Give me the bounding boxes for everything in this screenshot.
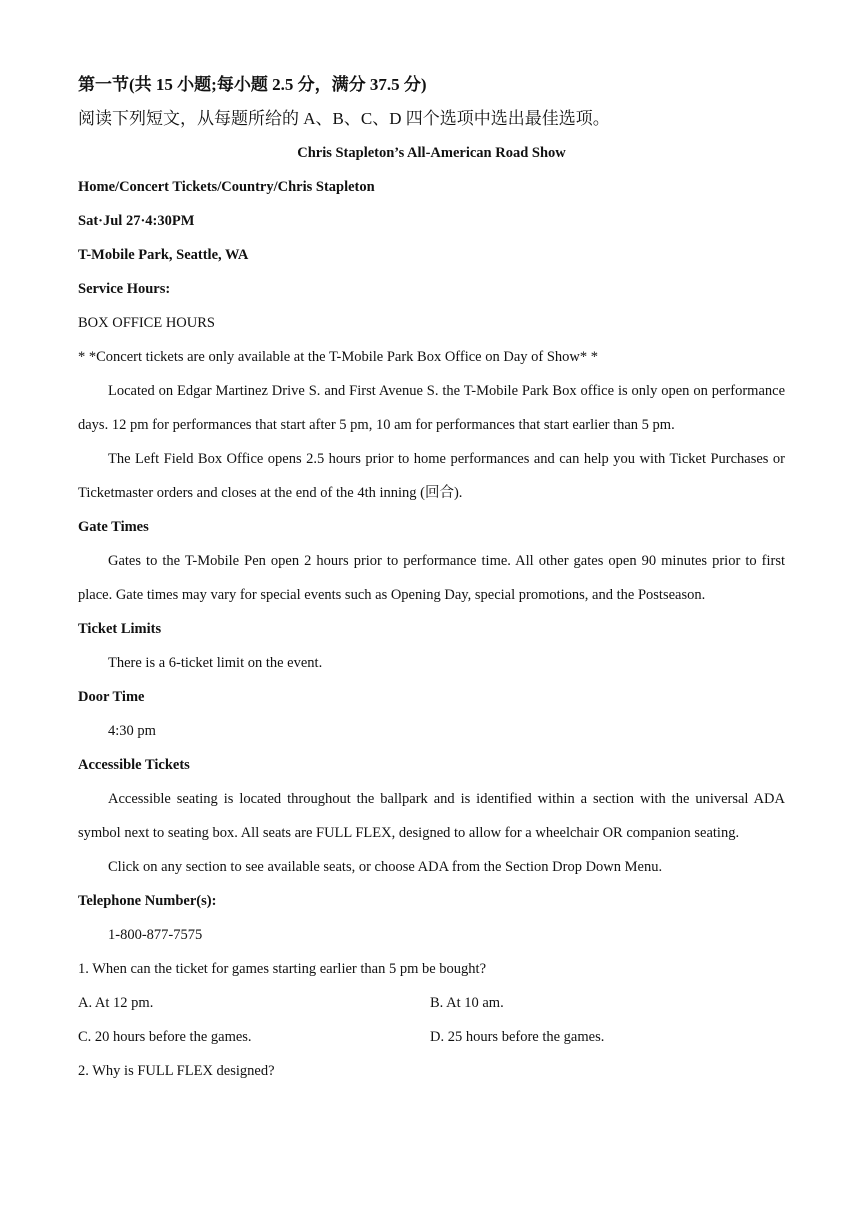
question-1-option-d: D. 25 hours before the games.	[430, 1029, 605, 1045]
question-1-stem: 1. When can the ticket for games starting earlier than 5 pm be bought?	[78, 961, 487, 977]
section-instruction: 阅读下列短文，从每题所给的 A、B、C、D 四个选项中选出最佳选项。	[78, 109, 610, 128]
telephone-heading: Telephone Number(s):	[78, 893, 217, 909]
question-1-option-a: A. At 12 pm.	[78, 995, 154, 1011]
accessible-paragraph: Accessible seating is located throughout the ballpark and is identified within a section with the universal ADA symbol next to seating box. All seats are FULL FLEX, designed to allow for a wheelchair OR companion seating.	[78, 791, 785, 841]
gate-times-paragraph: Gates to the T-Mobile Pen open 2 hours prior to performance time. All other gates open 90 minutes prior to first place. Gate times may vary for special events such as Opening Day, special promotions, and the Postseason.	[78, 553, 785, 603]
box-office-note: * *Concert tickets are only available at the T-Mobile Park Box Office on Day of Show* *	[78, 349, 599, 365]
event-date: Sat·Jul 27·4:30PM	[78, 213, 195, 229]
question-1-option-b: B. At 10 am.	[430, 995, 504, 1011]
accessible-tickets-heading: Accessible Tickets	[78, 757, 190, 773]
event-venue: T-Mobile Park, Seattle, WA	[78, 247, 249, 263]
accessible-click-text: Click on any section to see available seats, or choose ADA from the Section Drop Down Menu.	[108, 859, 663, 875]
gate-times-heading: Gate Times	[78, 519, 149, 535]
article-title: Chris Stapleton’s All-American Road Show	[297, 145, 566, 161]
telephone-number: 1-800-877-7575	[108, 927, 203, 943]
exam-page	[78, 68, 785, 1088]
ticket-limits-text: There is a 6-ticket limit on the event.	[108, 655, 323, 671]
question-2-stem: 2. Why is FULL FLEX designed?	[78, 1063, 275, 1079]
left-field-paragraph: The Left Field Box Office opens 2.5 hours prior to home performances and can help you with Ticket Purchases or Ticketmaster orders and closes at the end of the 4th inning (回合).	[78, 451, 785, 501]
question-1-options-row-1	[78, 986, 785, 1020]
section-heading: 第一节(共 15 小题;每小题 2.5 分，满分 37.5 分)	[78, 75, 427, 94]
service-hours-label: Service Hours:	[78, 281, 171, 297]
question-1-option-c: C. 20 hours before the games.	[78, 1029, 252, 1045]
door-time-heading: Door Time	[78, 689, 145, 705]
question-1-options-row-2	[78, 1020, 785, 1054]
breadcrumb: Home/Concert Tickets/Country/Chris Stapleton	[78, 179, 375, 195]
door-time-text: 4:30 pm	[108, 723, 156, 739]
box-office-paragraph: Located on Edgar Martinez Drive S. and First Avenue S. the T-Mobile Park Box office is only open on performance days. 12 pm for performances that start after 5 pm, 10 am for performances that start earlier than 5 pm.	[78, 383, 785, 433]
ticket-limits-heading: Ticket Limits	[78, 621, 162, 637]
box-office-label: BOX OFFICE HOURS	[78, 315, 215, 331]
